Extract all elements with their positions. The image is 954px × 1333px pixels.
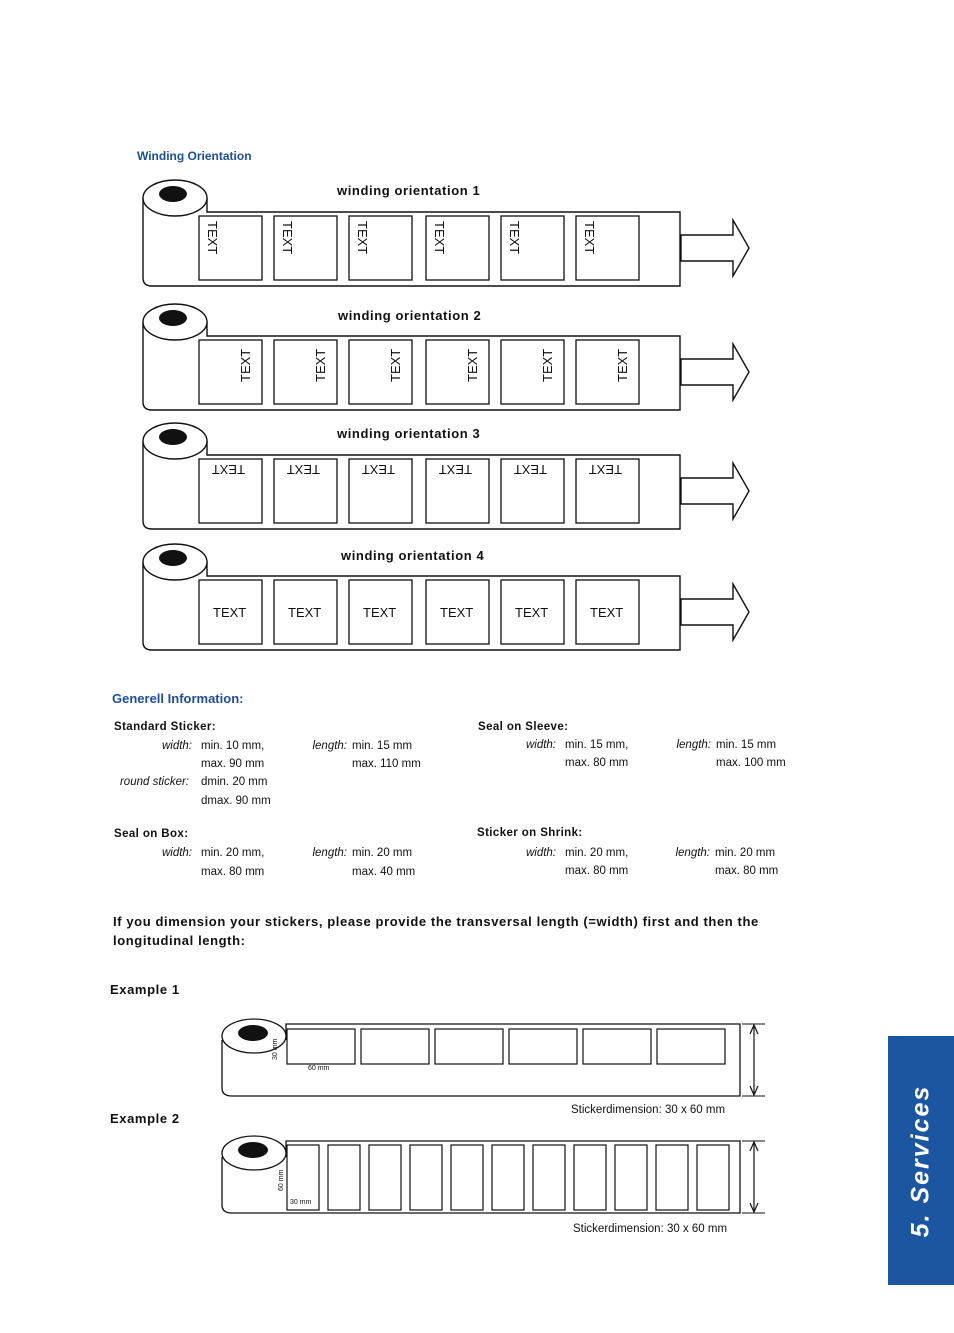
sleeve-length-label: length: (676, 739, 711, 751)
roll-label-3: winding orientation 3 (337, 426, 481, 441)
shrink-length-max: max. 80 mm (715, 865, 779, 877)
box-length-min: min. 20 mm (352, 847, 413, 859)
sticker-text: TEXT (213, 605, 247, 620)
sleeve-length-max: max. 100 mm (716, 757, 786, 769)
section-tab (888, 1036, 954, 1285)
sleeve-width-label: width: (525, 739, 556, 751)
example-2-height-dim: 60 mm (278, 1169, 285, 1191)
sticker-text: TEXT (211, 462, 245, 477)
dimension-instruction: If you dimension your stickers, please provide the transversal length (=width) first and then the longitudinal length: (113, 914, 759, 948)
sticker-text: TEXT (432, 221, 447, 255)
sticker-text: TEXT (355, 221, 370, 255)
sticker-text: TEXT (513, 462, 547, 477)
sticker-text: TEXT (540, 348, 555, 382)
shrink-length-label: length: (675, 847, 710, 859)
sticker (451, 1145, 483, 1210)
sticker (657, 1029, 725, 1064)
sticker-text: TEXT (388, 348, 403, 382)
sticker (435, 1029, 503, 1064)
example-1-caption: Stickerdimension: 30 x 60 mm (571, 1104, 726, 1116)
box-width-label: width: (161, 847, 192, 859)
example-2-caption: Stickerdimension: 30 x 60 mm (573, 1223, 728, 1235)
sticker-text: TEXT (615, 348, 630, 382)
sleeve-length-min: min. 15 mm (716, 739, 777, 751)
winding-section-title: Winding Orientation (137, 149, 252, 163)
sticker-text: TEXT (438, 462, 472, 477)
roll-label-4: winding orientation 4 (341, 548, 485, 563)
standard-length-max: max. 110 mm (352, 758, 421, 770)
roll-core (238, 1025, 268, 1041)
example-2-label: Example 2 (110, 1111, 180, 1126)
sticker-text: TEXT (288, 605, 322, 620)
sticker (410, 1145, 442, 1210)
box-length-max: max. 40 mm (352, 866, 416, 878)
round-sticker-label: round sticker: (119, 776, 189, 788)
sticker-text: TEXT (363, 605, 397, 620)
sticker-text: TEXT (238, 348, 253, 382)
sticker (615, 1145, 647, 1210)
round-sticker-max: dmax. 90 mm (201, 795, 271, 807)
standard-sticker-heading: Standard Sticker: (114, 721, 217, 733)
example-1-width-dim: 60 mm (308, 1065, 330, 1072)
roll-label-1: winding orientation 1 (337, 183, 481, 198)
sticker (656, 1145, 688, 1210)
standard-width-min: min. 10 mm, (201, 740, 265, 752)
box-length-label: length: (312, 847, 347, 859)
sticker (287, 1029, 355, 1064)
sticker-text: TEXT (588, 462, 622, 477)
sticker (492, 1145, 524, 1210)
seal-box-heading: Seal on Box: (114, 828, 189, 840)
sticker-text: TEXT (465, 348, 480, 382)
standard-width-max: max. 90 mm (201, 758, 265, 770)
sticker (361, 1029, 429, 1064)
sticker-shrink-heading: Sticker on Shrink: (477, 827, 583, 839)
sticker-text: TEXT (361, 462, 395, 477)
sticker (574, 1145, 606, 1210)
shrink-width-max: max. 80 mm (565, 865, 629, 877)
sticker (328, 1145, 360, 1210)
sleeve-width-max: max. 80 mm (565, 757, 629, 769)
shrink-length-min: min. 20 mm (715, 847, 776, 859)
sticker-text: TEXT (590, 605, 624, 620)
general-title: Generell Information: (112, 691, 244, 706)
sticker-text: TEXT (582, 221, 597, 255)
standard-width-label: width: (161, 740, 192, 752)
sticker-text: TEXT (313, 348, 328, 382)
sticker-text: TEXT (205, 221, 220, 255)
round-sticker-min: dmin. 20 mm (201, 776, 268, 788)
sticker (533, 1145, 565, 1210)
roll-label-2: winding orientation 2 (338, 308, 482, 323)
box-width-min: min. 20 mm, (201, 847, 265, 859)
seal-sleeve-heading: Seal on Sleeve: (478, 721, 569, 733)
sticker (583, 1029, 651, 1064)
sticker-text: TEXT (286, 462, 320, 477)
roll-core (238, 1142, 268, 1158)
sticker-text: TEXT (515, 605, 549, 620)
example-1-label: Example 1 (110, 982, 180, 997)
sticker (509, 1029, 577, 1064)
section-tab-label: 5. Services (906, 1084, 935, 1237)
box-width-max: max. 80 mm (201, 866, 265, 878)
sticker-text: TEXT (280, 221, 295, 255)
sticker-text: TEXT (507, 221, 522, 255)
example-2-width-dim: 30 mm (290, 1199, 312, 1206)
standard-length-label: length: (312, 740, 347, 752)
shrink-width-label: width: (525, 847, 556, 859)
sticker (369, 1145, 401, 1210)
example-1-height-dim: 30 mm (272, 1038, 279, 1060)
shrink-width-min: min. 20 mm, (565, 847, 629, 859)
sticker-text: TEXT (440, 605, 474, 620)
sticker (697, 1145, 729, 1210)
sleeve-width-min: min. 15 mm, (565, 739, 629, 751)
standard-length-min: min. 15 mm (352, 740, 413, 752)
example-roll-1 (222, 1019, 765, 1096)
